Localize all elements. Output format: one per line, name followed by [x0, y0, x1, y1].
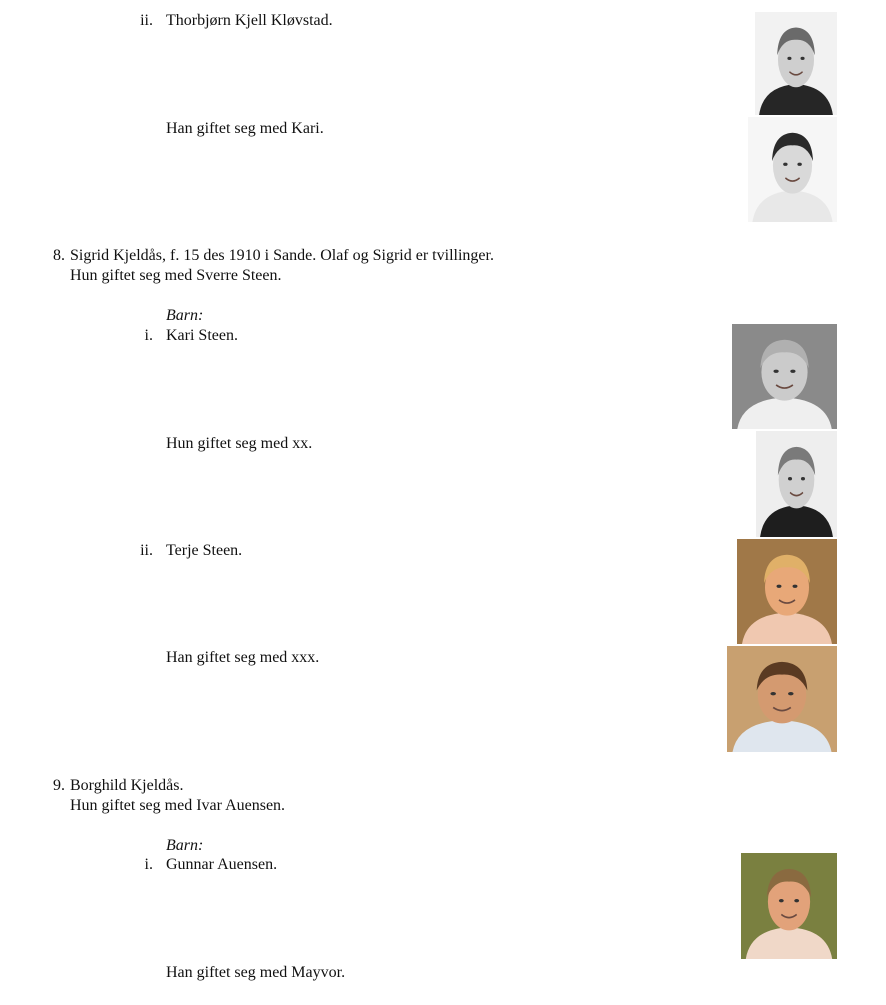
- photo-eye: [797, 163, 801, 166]
- portrait-photo: [748, 117, 837, 222]
- entry-number: 8.: [53, 247, 65, 264]
- photo-eye: [794, 899, 799, 902]
- photo-eye: [788, 692, 794, 695]
- child-name: Gunnar Auensen.: [166, 856, 278, 873]
- entry-heading: Sigrid Kjeldås, f. 15 des 1910 i Sande. Olaf og Sigrid er tvillinger.: [70, 247, 494, 264]
- marriage-line: Hun giftet seg med xx.: [166, 435, 313, 452]
- marriage-line: Han giftet seg med Kari.: [166, 120, 324, 137]
- photo-eye: [773, 370, 778, 373]
- entry-number: 9.: [53, 777, 65, 794]
- portrait-photo: [741, 853, 837, 959]
- portrait-photo: [732, 324, 837, 429]
- list-marker: ii.: [140, 12, 153, 29]
- marriage-line: Han giftet seg med xxx.: [166, 649, 320, 666]
- photo-eye: [801, 57, 805, 60]
- child-name: Terje Steen.: [166, 542, 243, 559]
- portrait-photo: [727, 646, 837, 752]
- photo-eye: [779, 899, 784, 902]
- portrait-photo: [755, 12, 837, 115]
- photo-eye: [788, 477, 792, 480]
- list-marker: i.: [144, 856, 153, 873]
- photo-eye: [783, 163, 787, 166]
- portrait-photo: [737, 539, 837, 644]
- photo-eye: [793, 585, 798, 588]
- marriage-line: Han giftet seg med Mayvor.: [166, 964, 346, 981]
- photo-eye: [770, 692, 776, 695]
- photo-eye: [801, 477, 805, 480]
- photo-eye: [790, 370, 795, 373]
- marriage-line: Hun giftet seg med Ivar Auensen.: [70, 797, 286, 814]
- child-name: Kari Steen.: [166, 327, 238, 344]
- entry-heading: Borghild Kjeldås.: [70, 777, 184, 794]
- photo-eye: [787, 57, 791, 60]
- list-marker: i.: [144, 327, 153, 344]
- list-marker: ii.: [140, 542, 153, 559]
- child-name: Thorbjørn Kjell Kløvstad.: [166, 12, 333, 29]
- photo-eye: [777, 585, 782, 588]
- portrait-photo: [756, 431, 837, 537]
- marriage-line: Hun giftet seg med Sverre Steen.: [70, 267, 282, 284]
- children-label: Barn:: [166, 837, 204, 854]
- children-label: Barn:: [166, 307, 204, 324]
